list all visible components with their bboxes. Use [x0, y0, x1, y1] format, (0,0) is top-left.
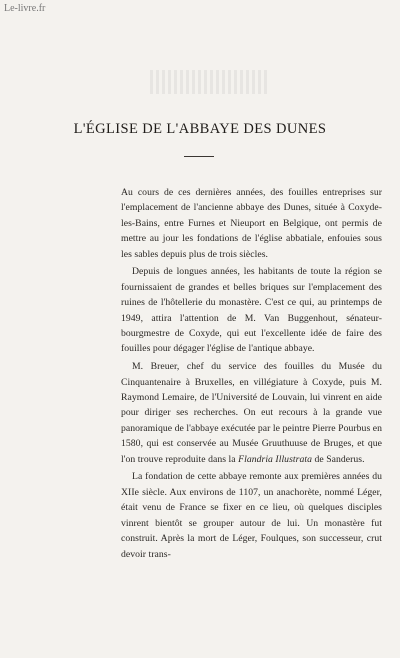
paragraph-2: Depuis de longues années, les habitants de toute la région se fournissaient de grandes et belles briques sur l'emplacement des ruines de l'hôtellerie du monastère. C'est ce qui, au printemps de 1949, attira l'attention de M. Van Buggenhout, sénateur-bourgmestre de Coxyde, qui eut l'excellente idée de faire des fouilles pour dégager l'église de l'antique abbaye.	[121, 266, 382, 355]
page-title: L'ÉGLISE DE L'ABBAYE DES DUNES	[73, 121, 327, 137]
bleed-through-ghost	[150, 70, 270, 94]
paragraph-4: La fondation de cette abbaye remonte aux premières années du XIIe siècle. Aux environs de 1107, un anachorète, nommé Léger, était venu de France se fixer en ce lieu, où quelques disciples vinrent bientôt se grouper autour de lui. Un monastère fut construit. Après la mort de Léger, Foulques, son successeur, crut devoir trans-	[121, 471, 382, 560]
brand-watermark: Le-livre.fr	[4, 3, 46, 14]
paragraph-3	[121, 359, 382, 467]
italic-title: Flandria Illustrata	[238, 453, 312, 465]
paragraph-3-text: M. Breuer, chef du service des fouilles du Musée du Cinquantenaire à Bruxelles, en villégiature à Coxyde, puis M. Raymond Lemaire, de l'Université de Louvain, lui vinrent en aide pour diriger ses recherches. On eut recours à la grande vue panoramique de l'abbaye exécutée par le peintre Pierre Pourbus en 1580, qui est conservée au Musée Gruuthuuse de Bruges, et que l'on trouve reproduite dans la	[121, 361, 382, 465]
article-body	[121, 185, 382, 564]
title-divider	[184, 156, 214, 157]
paragraph-3-tail: de Sanderus.	[314, 453, 365, 465]
paragraph-1: Au cours de ces dernières années, des fouilles entreprises sur l'emplacement de l'ancienne abbaye des Dunes, située à Coxyde-les-Bains, entre Furnes et Nieuport en Belgique, ont permis de mettre au jour les fondations de l'église abbatiale, enfouies sous les sables depuis plus de trois siècles.	[121, 187, 382, 260]
